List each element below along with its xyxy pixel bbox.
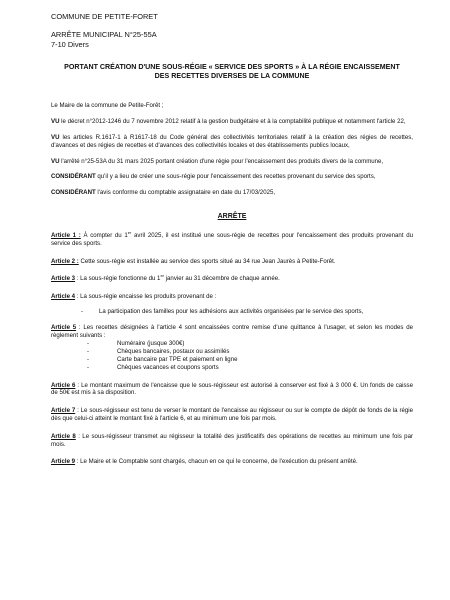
considerant-item: CONSIDÉRANT l'avis conforme du comptable assignataire en date du 17/03/2025,: [51, 189, 276, 197]
considerant-item: CONSIDÉRANT qu'il y a lieu de créer une sous-régie pour l'encaissement des recettes provenant du service des sports,: [51, 173, 376, 181]
article-1: Article 1 : À compter du 1er avril 2025, il est institué une sous-régie de recettes pour l'encaissement des produits provenant du service des sports.: [51, 229, 413, 247]
list-item: - La participation des familles pour les adhésions aux activités organisées par le service des sports,: [81, 307, 364, 315]
commune-name: COMMUNE DE PETITE-FORET: [51, 12, 158, 21]
article-label: Article 3: [51, 275, 76, 283]
list-item: - Chèques vacances et coupons sports: [117, 364, 413, 372]
article-8: Article 8 : Le sous-régisseur transmet au régisseur la totalité des justificatifs des opérations de recettes au minimum une fois par mois.: [51, 432, 413, 448]
document-header: [51, 12, 413, 49]
arrete-number: ARRÊTE MUNICIPAL N°25-55A: [51, 30, 157, 40]
considerants: [51, 118, 413, 197]
article-label: Article 2 :: [51, 257, 79, 265]
article-7: Article 7 : Le sous-régisseur est tenu de verser le montant de l'encaisse au régisseur ou sur le compte de dépôt de fonds de la régie dès que celui-ci atteint le montant fixé à l'article 6, et au minimum une fois par mois.: [51, 407, 413, 422]
maire-line: Le Maire de la commune de Petite-Forêt ;: [51, 102, 164, 110]
document-page: [51, 12, 413, 466]
article-5: Article 5 : Les recettes désignées à l'article 4 sont encaissées contre remise d'une quittance à l'usager, et selon les modes de règlement suivants : - Numéraire (jusque 300€) - Chèques bancaires, postaux ou assimilés - Carte bancaire par TPE et paiement en ligne - Chèques vacances et coupons sports: [51, 324, 413, 372]
article-label: Article 7: [51, 407, 76, 415]
article-label: Article 6: [51, 381, 76, 389]
classification-ref: 7-10 Divers: [51, 39, 89, 49]
article-6: Article 6 : Le montant maximum de l'encaisse que le sous-régisseur est autorisé à conserver est fixé à 3 000 €. Un fonds de caisse de 50€ est mis à sa disposition.: [51, 381, 413, 397]
document-title: PORTANT CRÉATION D'UNE SOUS-RÉGIE « SERVICE DES SPORTS » À LA RÉGIE ENCAISSEMENT DES RECETTES DIVERSES DE LA COMMUNE: [64, 62, 400, 80]
payment-modes-list: [51, 340, 413, 371]
article-label: Article 5: [51, 323, 77, 331]
list-item: - Carte bancaire par TPE et paiement en ligne: [117, 356, 413, 364]
list-item: - Numéraire (jusque 300€): [117, 340, 413, 348]
article-2: Article 2 : Cette sous-régie est installée au service des sports situé au 34 rue Jean Jaurès à Petite-Forêt.: [51, 257, 336, 265]
considerant-item: VU le décret n°2012-1246 du 7 novembre 2012 relatif à la gestion budgétaire et à la comptabilité publique et notamment l'article 22,: [51, 118, 406, 126]
article-label: Article 4: [51, 293, 76, 301]
considerant-item: VU l'arrêté n°25-53A du 31 mars 2025 portant création d'une régie pour l'encaissement des produits divers de la commune,: [51, 157, 384, 165]
article-label: Article 1 :: [51, 232, 81, 239]
article-label: Article 9: [51, 458, 76, 466]
considerant-item: VU les articles R.1617-1 à R1617-18 du Code général des collectivités territoriales relatif à la création des régies de recettes, d'avances et des régies de recettes et d'avances des collectivités locales et des établissements publics locaux,: [51, 134, 413, 149]
article-9: Article 9 : Le Maire et le Comptable sont chargés, chacun en ce qui le concerne, de l'exécution du présent arrêté.: [51, 458, 358, 466]
article-3: Article 3 : La sous-régie fonctionne du 1er janvier au 31 décembre de chaque année.: [51, 273, 280, 283]
article-label: Article 8: [51, 432, 76, 440]
list-item: - Chèques bancaires, postaux ou assimilés: [117, 348, 413, 356]
article-4: Article 4 : La sous-régie encaisse les produits provenant de : - La participation des familles pour les adhésions aux activités organisées par le service des sports,: [51, 293, 413, 316]
arrete-heading: ARRÊTE: [217, 213, 247, 221]
